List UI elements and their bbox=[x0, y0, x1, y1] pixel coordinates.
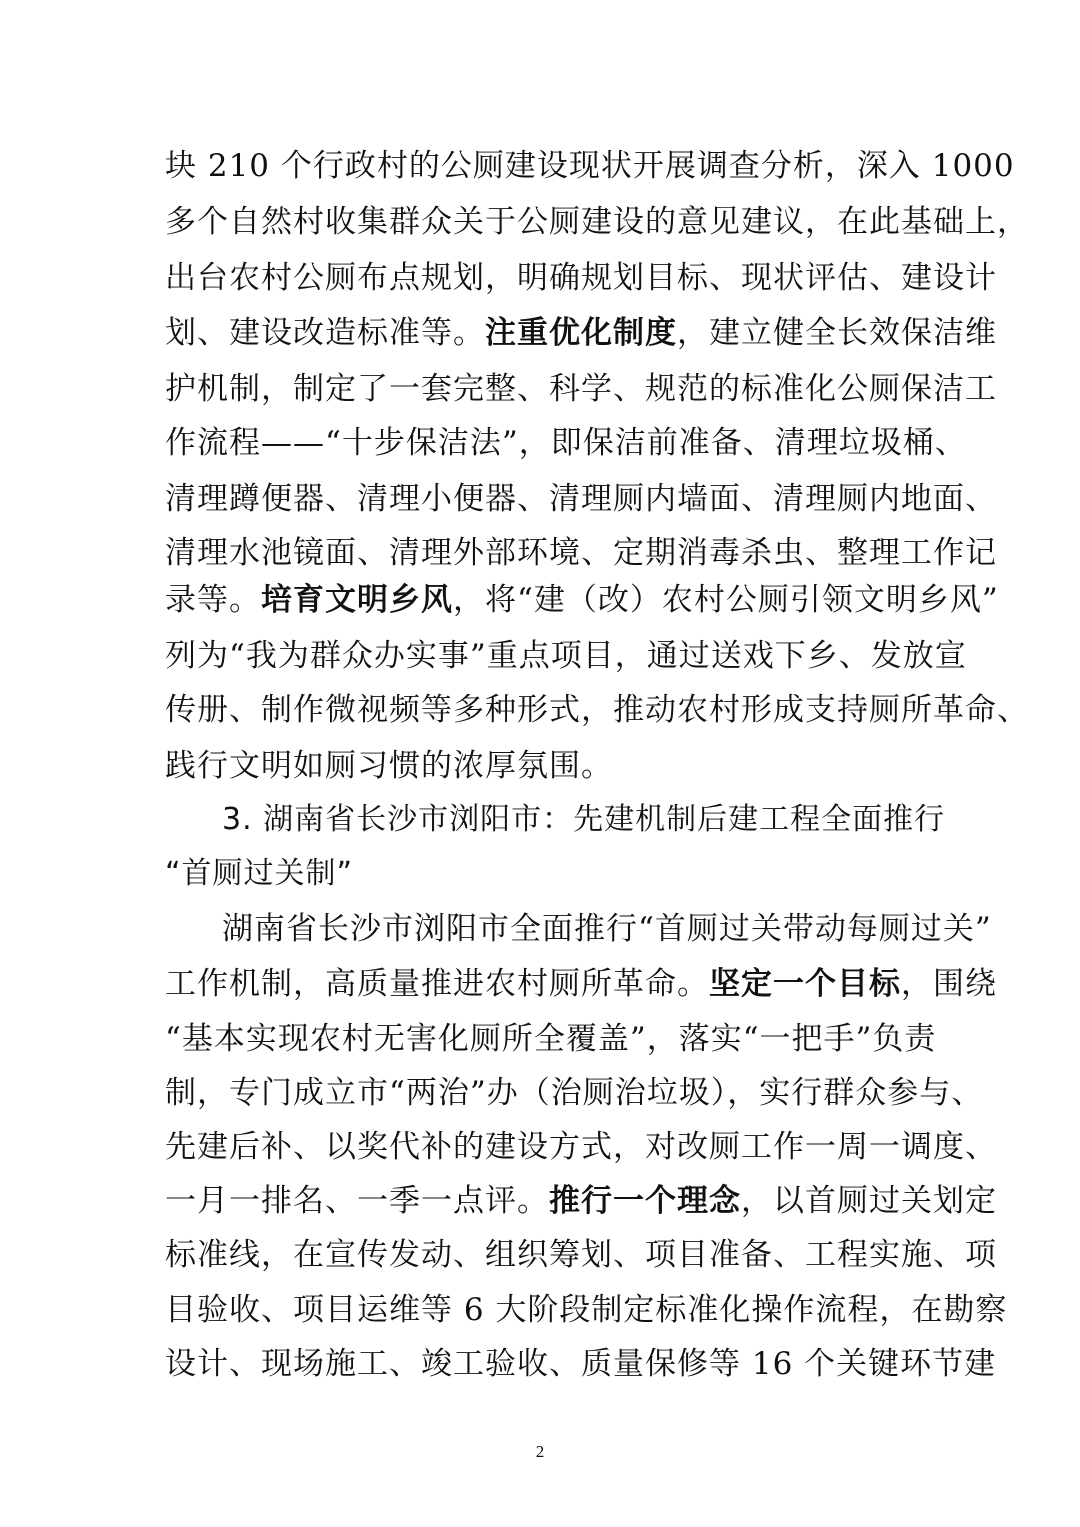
body-text: 录等。 bbox=[165, 582, 261, 618]
body-line: 标准线，在宣传发动、组织筹划、项目准备、工程实施、项 bbox=[165, 1237, 997, 1273]
body-line: 湖南省长沙市浏阳市全面推行“首厕过关带动每厕过关” bbox=[222, 911, 992, 947]
body-line: 护机制，制定了一套完整、科学、规范的标准化公厕保洁工 bbox=[165, 371, 997, 407]
body-text: ，建立健全长效保洁维 bbox=[677, 315, 997, 351]
body-line: 传册、制作微视频等多种形式，推动农村形成支持厕所革命、 bbox=[165, 692, 1029, 728]
body-text: 工作机制，高质量推进农村厕所革命。 bbox=[165, 966, 709, 1002]
body-line: 清理蹲便器、清理小便器、清理厕内墙面、清理厕内地面、 bbox=[165, 481, 997, 517]
bold-keyphrase: 培育文明乡风 bbox=[261, 582, 453, 618]
page-number: 2 bbox=[535, 1442, 545, 1461]
body-text: 划、建设改造标准等。 bbox=[165, 315, 485, 351]
bold-keyphrase: 坚定一个目标 bbox=[709, 966, 901, 1002]
body-text: ，将“建（改）农村公厕引领文明乡风” bbox=[453, 582, 999, 618]
section-heading: 3. 湖南省长沙市浏阳市：先建机制后建工程全面推行 bbox=[222, 802, 946, 837]
body-line bbox=[165, 580, 999, 620]
body-line: 制，专门成立市“两治”办（治厕治垃圾），实行群众参与、 bbox=[165, 1075, 984, 1111]
bold-keyphrase: 注重优化制度 bbox=[485, 315, 677, 351]
section-heading-continued: “首厕过关制” bbox=[165, 856, 354, 891]
body-line: 出台农村公厕布点规划，明确规划目标、现状评估、建设计 bbox=[165, 260, 997, 296]
body-line: “基本实现农村无害化厕所全覆盖”，落实“一把手”负责 bbox=[165, 1021, 937, 1057]
body-text: ，围绕 bbox=[901, 966, 997, 1002]
body-text: ，以首厕过关划定 bbox=[741, 1183, 997, 1219]
body-line: 设计、现场施工、竣工验收、质量保修等 16 个关键环节建 bbox=[165, 1346, 997, 1382]
body-line: 目验收、项目运维等 6 大阶段制定标准化操作流程，在勘察 bbox=[165, 1292, 1008, 1328]
body-line bbox=[165, 964, 997, 1004]
bold-keyphrase: 推行一个理念 bbox=[549, 1183, 741, 1219]
body-text: 一月一排名、一季一点评。 bbox=[165, 1183, 549, 1219]
body-line: 作流程——“十步保洁法”，即保洁前准备、清理垃圾桶、 bbox=[165, 425, 967, 461]
body-line: 先建后补、以奖代补的建设方式，对改厕工作一周一调度、 bbox=[165, 1129, 997, 1165]
body-line: 列为“我为群众办实事”重点项目，通过送戏下乡、发放宣 bbox=[165, 638, 967, 674]
body-line bbox=[165, 313, 997, 353]
body-line: 践行文明如厕习惯的浓厚氛围。 bbox=[165, 748, 613, 784]
body-line: 块 210 个行政村的公厕建设现状开展调查分析，深入 1000 bbox=[165, 148, 1015, 184]
body-line: 多个自然村收集群众关于公厕建设的意见建议，在此基础上， bbox=[165, 204, 1029, 240]
body-line bbox=[165, 1181, 997, 1221]
body-line: 清理水池镜面、清理外部环境、定期消毒杀虫、整理工作记 bbox=[165, 535, 997, 571]
